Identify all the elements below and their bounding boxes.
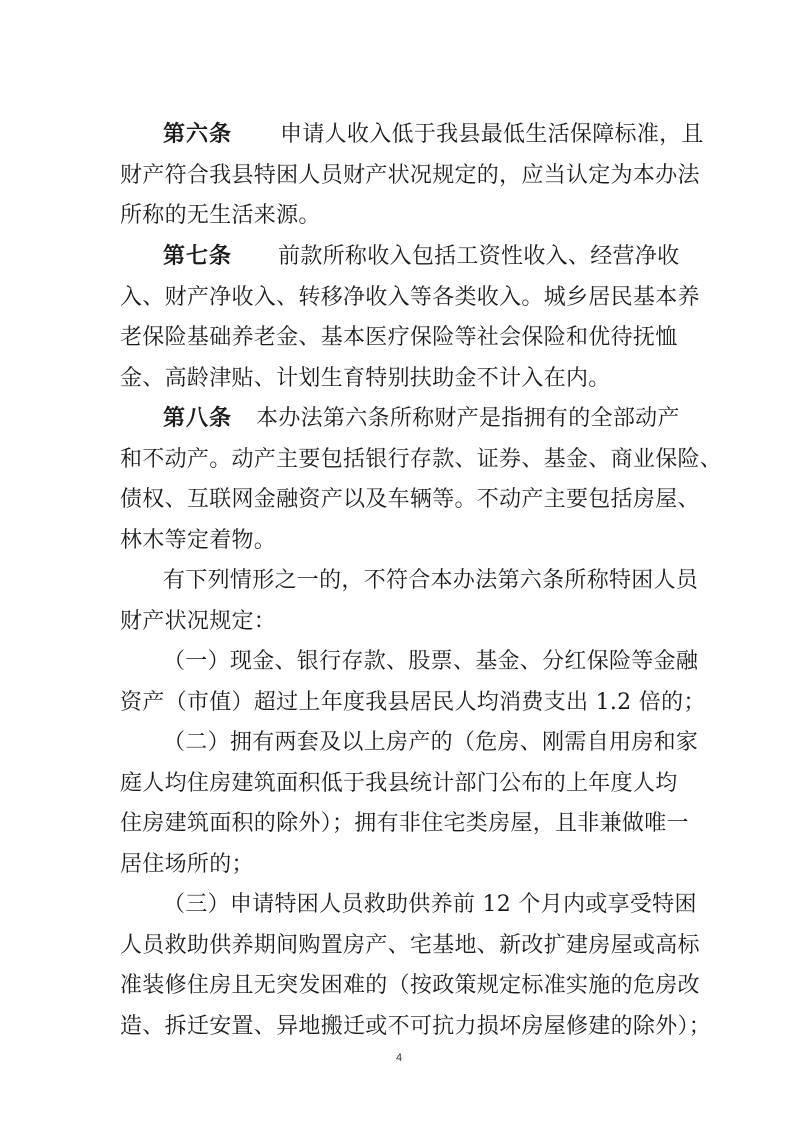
item1-line1: （一）现金、银行存款、股票、基金、分红保险等金融 [163, 649, 699, 674]
article6-text-1: 申请人收入低于我县最低生活保障标准，且 [280, 122, 704, 147]
intro-line2: 财产状况规定： [120, 609, 277, 634]
article8-heading: 第八条 [163, 406, 233, 431]
item3-line1: （三）申请特困人员救助供养前 12 个月内或享受特困 [163, 892, 697, 917]
article6-heading: 第六条 [163, 122, 233, 147]
article7-line4: 金、高龄津贴、计划生育特别扶助金不计入在内。 [120, 366, 611, 391]
article6-line2: 财产符合我县特困人员财产状况规定的，应当认定为本办法 [120, 163, 700, 188]
article7-line1 [163, 242, 683, 272]
article7-text-1: 前款所称收入包括工资性收入、经营净收 [278, 244, 680, 269]
item2-line2: 庭人均住房建筑面积低于我县统计部门公布的上年度人均 [120, 771, 678, 796]
item3-line4: 造、拆迁安置、异地搬迁或不可抗力损坏房屋修建的除外）； [120, 1014, 712, 1039]
article6-line1 [163, 120, 704, 150]
item2-line1: （二）拥有两套及以上房产的（危房、刚需自用房和家 [163, 730, 699, 755]
item2-line3: 住房建筑面积的除外）；拥有非住宅类房屋，且非兼做唯一 [120, 811, 689, 836]
article8-line4: 林木等定着物。 [120, 528, 277, 553]
article8-line1 [163, 404, 683, 434]
article7-heading: 第七条 [163, 244, 233, 269]
item3-line2: 人员救助供养期间购置房产、宅基地、新改扩建房屋或高标 [120, 933, 700, 958]
page-number: 4 [396, 1052, 403, 1064]
article8-line2: 和不动产。动产主要包括银行存款、证券、基金、商业保险、 [120, 447, 723, 472]
item2-line4: 居住场所的； [120, 852, 254, 877]
intro-line1: 有下列情形之一的，不符合本办法第六条所称特困人员 [163, 568, 699, 593]
item1-line2: 资产（市值）超过上年度我县居民人均消费支出 1.2 倍的； [120, 690, 706, 715]
article8-text-1: 本办法第六条所称财产是指拥有的全部动产 [256, 406, 680, 431]
article7-line3: 老保险基础养老金、基本医疗保险等社会保险和优待抚恤 [120, 325, 678, 350]
article7-line2: 入、财产净收入、转移净收入等各类收入。城乡居民基本养 [120, 285, 700, 310]
item3-line3: 准装修住房且无突发困难的（按政策规定标准实施的危房改 [120, 973, 700, 998]
article8-line3: 债权、互联网金融资产以及车辆等。不动产主要包括房屋、 [120, 487, 700, 512]
article6-line3: 所称的无生活来源。 [120, 203, 321, 228]
